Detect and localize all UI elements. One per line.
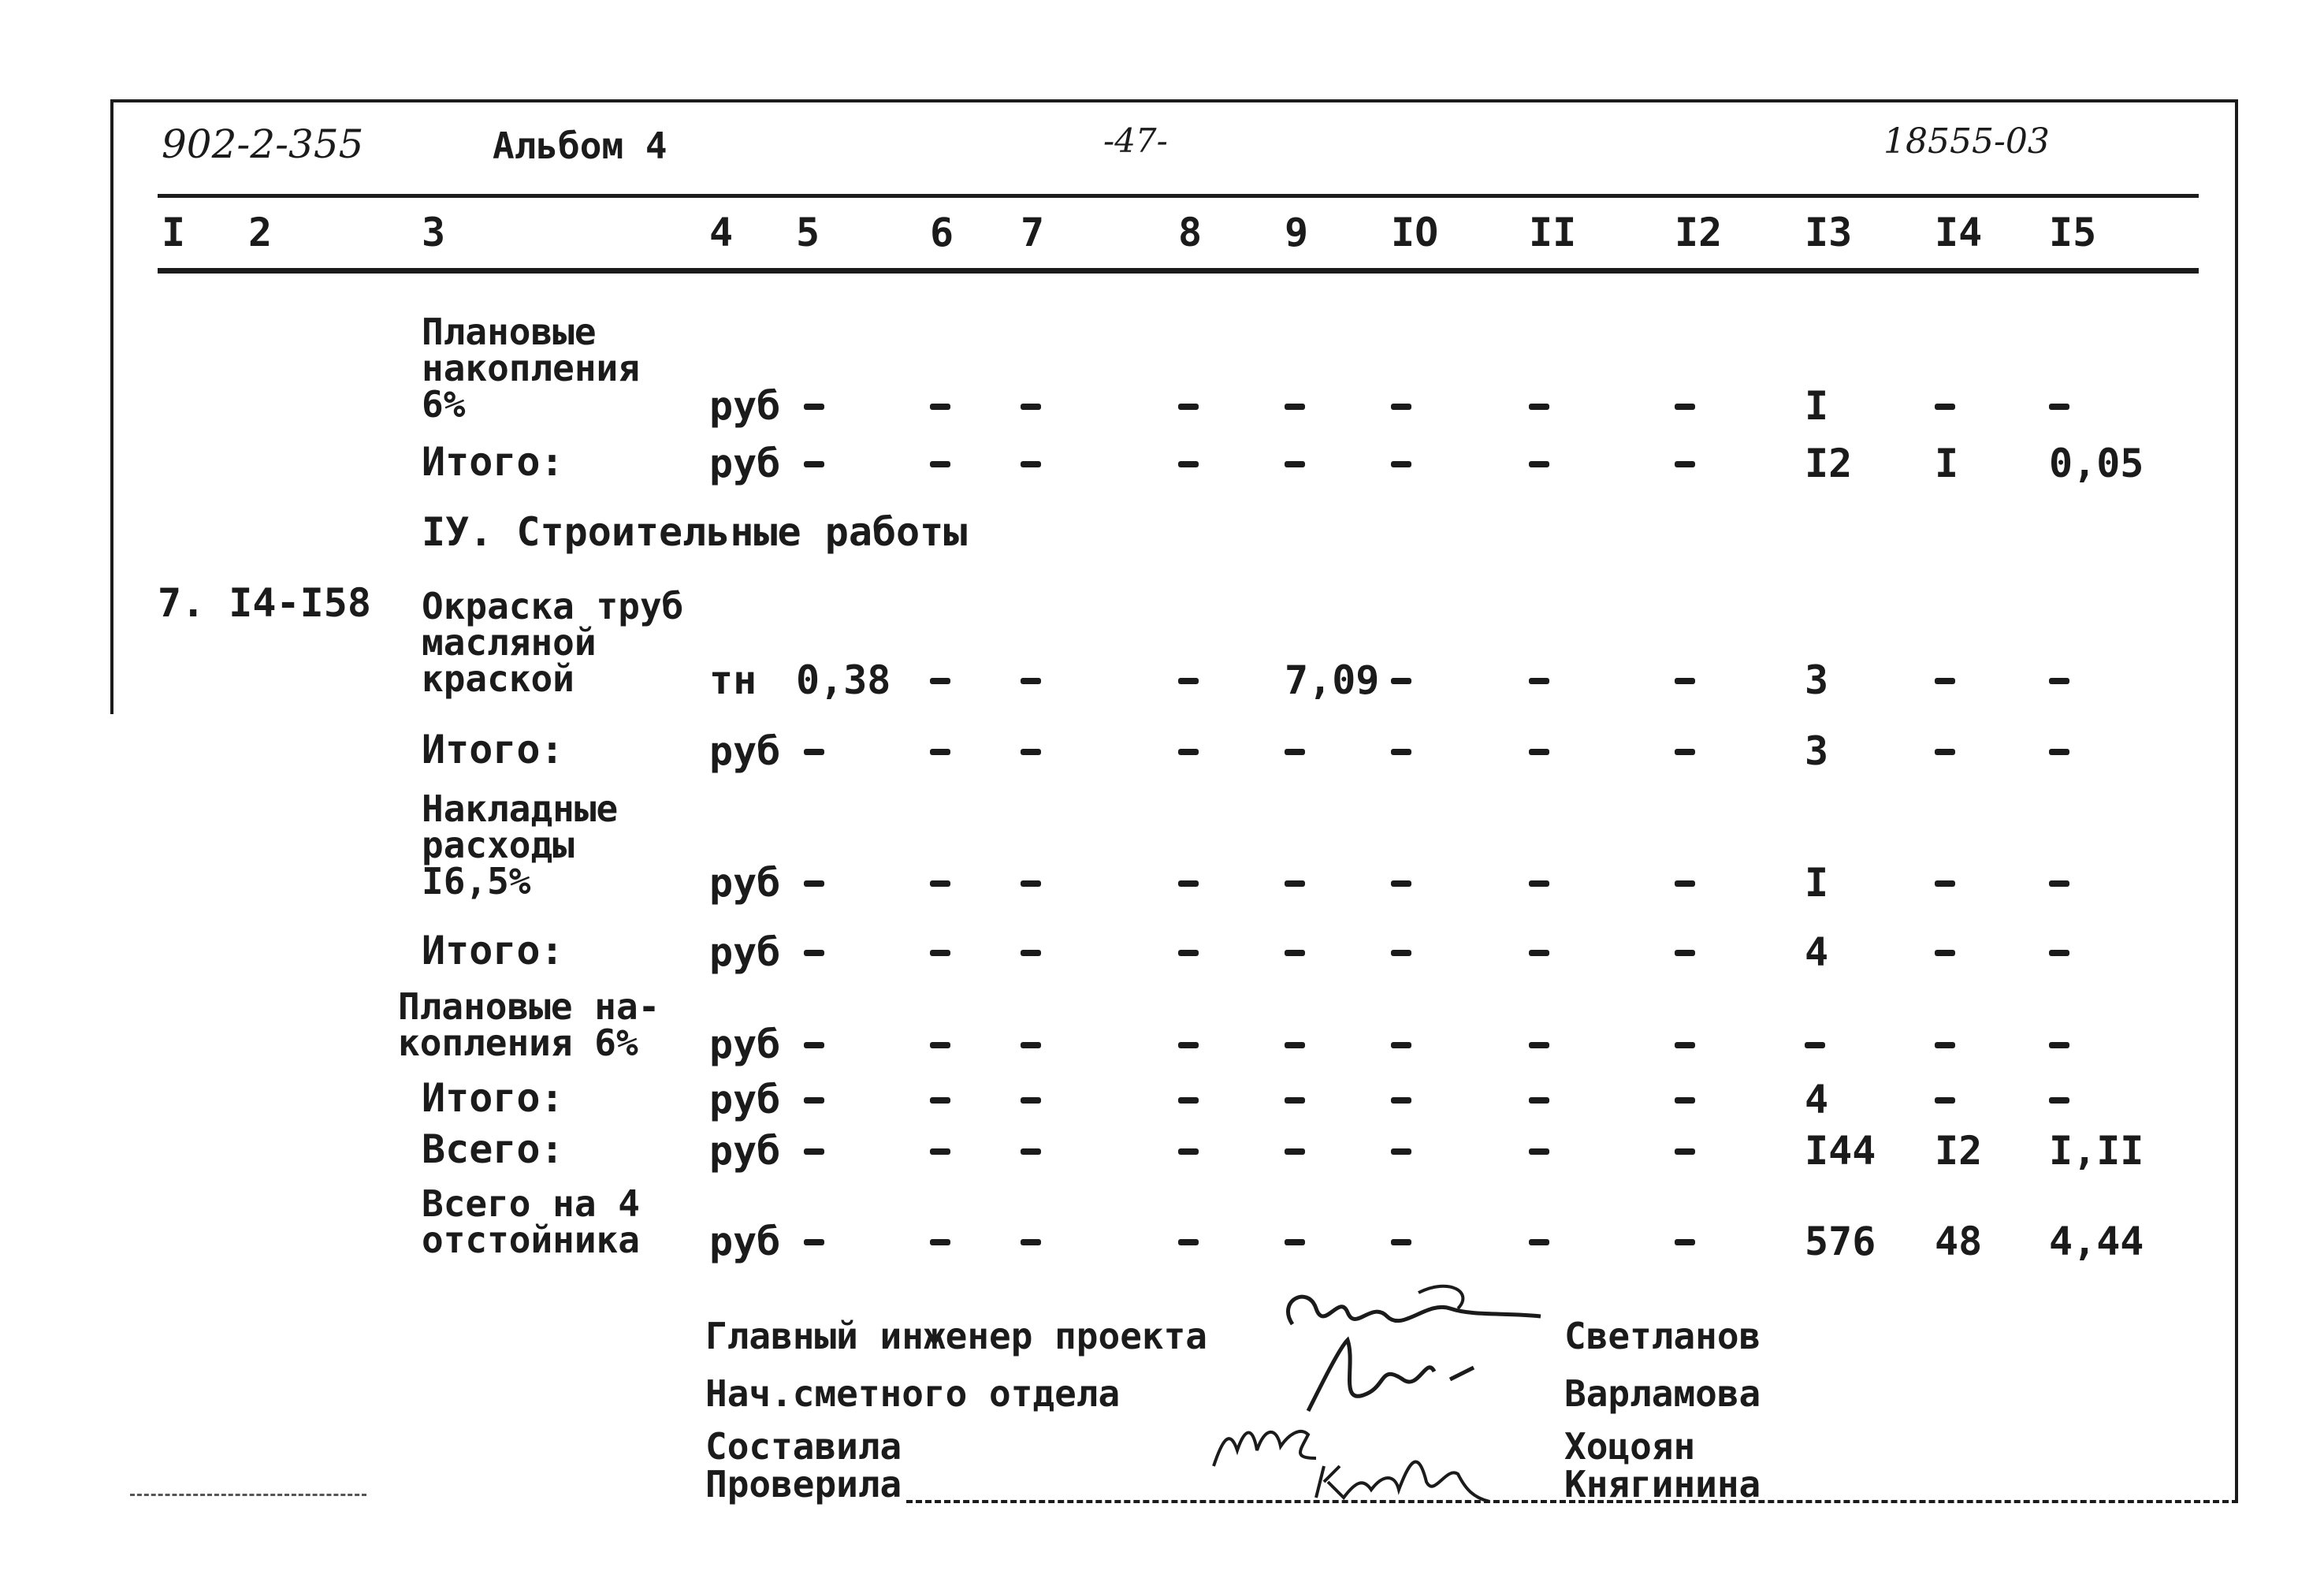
row-value-col-6 <box>930 661 954 700</box>
dash-mark <box>804 950 824 956</box>
row-value-col-8 <box>1178 1131 1202 1171</box>
row-name <box>422 439 564 485</box>
column-number-11: II <box>1529 210 1577 255</box>
dash-mark <box>1391 678 1411 684</box>
row-value-col-7 <box>1021 1025 1044 1064</box>
row-value-col-10 <box>1391 444 1415 483</box>
row-value-col-9 <box>1285 863 1308 903</box>
dash-mark <box>804 749 824 755</box>
row-value-col-14 <box>1935 932 1958 972</box>
dash-mark <box>1178 404 1199 410</box>
dash-mark <box>930 1148 950 1155</box>
dash-mark <box>1675 749 1695 755</box>
column-number-6: 6 <box>930 210 954 255</box>
row-value-col-12 <box>1675 1131 1698 1171</box>
dash-mark <box>1675 1042 1695 1048</box>
row-unit: руб <box>709 1022 781 1067</box>
row-value-col-9 <box>1285 1222 1308 1261</box>
dash-mark <box>1529 1042 1549 1048</box>
dash-mark <box>1178 880 1199 887</box>
dash-mark <box>1529 1239 1549 1245</box>
dash-mark <box>1391 1239 1411 1245</box>
dash-mark <box>1391 749 1411 755</box>
row-name-line: 6% <box>422 383 466 426</box>
dash-mark <box>1021 1042 1041 1048</box>
row-unit: руб <box>709 929 781 975</box>
dash-mark <box>1285 749 1305 755</box>
row-name-line: Итого: <box>422 928 564 973</box>
row-name-line: Всего: <box>422 1126 564 1172</box>
row-value-col-7 <box>1021 932 1044 972</box>
column-number-1: I <box>162 210 186 255</box>
row-name <box>398 985 660 1064</box>
dash-mark <box>1021 404 1041 410</box>
dash-mark <box>1935 1042 1955 1048</box>
row-value-col-8 <box>1178 1080 1202 1119</box>
dash-mark <box>1391 1042 1411 1048</box>
row-value-col-14: 48 <box>1935 1219 1983 1264</box>
row-value-col-8 <box>1178 444 1202 483</box>
row-name <box>422 585 684 700</box>
row-value-col-7 <box>1021 386 1044 426</box>
dash-mark <box>1529 950 1549 956</box>
row-value-col-6 <box>930 1025 954 1064</box>
dash-mark <box>804 880 824 887</box>
dash-mark <box>1675 678 1695 684</box>
signature-name: Варламова <box>1564 1372 1761 1415</box>
row-value-col-13: 3 <box>1805 728 1829 774</box>
row-value-col-12 <box>1675 1222 1698 1261</box>
signature-role: Главный инженер проекта <box>705 1315 1207 1357</box>
row-value-col-9 <box>1285 1080 1308 1119</box>
dash-mark <box>2049 678 2069 684</box>
row-value-col-13: I44 <box>1805 1128 1876 1174</box>
row-value-col-15 <box>2049 863 2073 903</box>
row-value-col-15 <box>2049 661 2073 700</box>
dash-mark <box>1285 1239 1305 1245</box>
dash-mark <box>804 1097 824 1104</box>
row-name <box>422 1126 564 1172</box>
frame-top-line <box>110 99 2238 102</box>
column-number-13: I3 <box>1805 210 1853 255</box>
dash-mark <box>1391 950 1411 956</box>
row-value-col-11 <box>1529 661 1552 700</box>
dash-mark <box>1935 678 1955 684</box>
row-value-col-14: I2 <box>1935 1128 1983 1174</box>
dash-mark <box>1675 1148 1695 1155</box>
row-value-col-5 <box>796 444 820 483</box>
row-value-col-13: 4 <box>1805 1077 1829 1122</box>
row-value-col-5: 0,38 <box>796 657 891 703</box>
row-value-col-6 <box>930 1131 954 1171</box>
dash-mark <box>930 1239 950 1245</box>
dash-mark <box>1675 404 1695 410</box>
dash-mark <box>1021 1097 1041 1104</box>
dash-mark <box>2049 749 2069 755</box>
row-value-col-12 <box>1675 444 1698 483</box>
row-value-col-13: I <box>1805 383 1829 429</box>
row-name <box>422 928 564 973</box>
dash-mark <box>1285 1042 1305 1048</box>
row-value-col-6 <box>930 1222 954 1261</box>
frame-left-line <box>110 99 113 714</box>
dash-mark <box>2049 404 2069 410</box>
dash-mark <box>1178 950 1199 956</box>
row-name-line: Итого: <box>422 439 564 485</box>
dash-mark <box>2049 950 2069 956</box>
row-value-col-8 <box>1178 731 1202 771</box>
dash-mark <box>1675 1097 1695 1104</box>
row-name-line: Итого: <box>422 1075 564 1121</box>
column-number-7: 7 <box>1021 210 1045 255</box>
row-value-col-12 <box>1675 731 1698 771</box>
row-value-col-6 <box>930 863 954 903</box>
row-value-col-5 <box>796 386 820 426</box>
row-value-col-12 <box>1675 1080 1698 1119</box>
column-number-12: I2 <box>1675 210 1723 255</box>
row-value-col-5 <box>796 1222 820 1261</box>
dash-mark <box>1391 461 1411 467</box>
row-unit: руб <box>709 1128 781 1174</box>
row-value-col-9 <box>1285 386 1308 426</box>
row-name-line: Плановые на- <box>398 985 660 1028</box>
row-value-col-10 <box>1391 1025 1415 1064</box>
row-value-col-10 <box>1391 863 1415 903</box>
dash-mark <box>804 1239 824 1245</box>
row-value-col-15: 0,05 <box>2049 441 2144 486</box>
dash-mark <box>2049 880 2069 887</box>
header-page-number: -47- <box>1103 121 1168 160</box>
row-value-col-7 <box>1021 1080 1044 1119</box>
row-value-col-10 <box>1391 731 1415 771</box>
dash-mark <box>1935 749 1955 755</box>
row-unit: руб <box>709 728 781 774</box>
row-name <box>422 787 619 903</box>
row-value-col-7 <box>1021 731 1044 771</box>
signature-name: Светланов <box>1564 1315 1761 1357</box>
row-value-col-12 <box>1675 932 1698 972</box>
dash-mark <box>1675 880 1695 887</box>
dash-mark <box>1021 1148 1041 1155</box>
section-title: IУ. Строительные работы <box>422 509 968 555</box>
row-value-col-8 <box>1178 932 1202 972</box>
row-value-col-10 <box>1391 1131 1415 1171</box>
row-value-col-15 <box>2049 1025 2073 1064</box>
signature-name: Княгинина <box>1564 1463 1761 1506</box>
header-album: Альбом 4 <box>493 125 667 167</box>
row-name <box>422 1075 564 1121</box>
row-name-line: Накладные <box>422 787 619 830</box>
row-unit: руб <box>709 1077 781 1122</box>
row-value-col-5 <box>796 863 820 903</box>
dash-mark <box>930 1097 950 1104</box>
row-value-col-9 <box>1285 1131 1308 1171</box>
dash-mark <box>2049 1042 2069 1048</box>
column-number-15: I5 <box>2049 210 2097 255</box>
row-value-col-13: I <box>1805 860 1829 906</box>
dash-mark <box>1529 461 1549 467</box>
signature-checker <box>1308 1435 1513 1513</box>
row-value-col-15 <box>2049 932 2073 972</box>
row-unit: руб <box>709 441 781 486</box>
dash-mark <box>1529 404 1549 410</box>
row-name-line: масляной <box>422 621 597 664</box>
dash-mark <box>1021 880 1041 887</box>
row-value-col-15: I,II <box>2049 1128 2144 1174</box>
dash-mark <box>1178 678 1199 684</box>
column-number-3: 3 <box>422 210 446 255</box>
row-name-line: копления 6% <box>398 1022 638 1064</box>
dash-mark <box>1021 678 1041 684</box>
row-value-col-8 <box>1178 1222 1202 1261</box>
row-value-col-10 <box>1391 1080 1415 1119</box>
dash-mark <box>1021 749 1041 755</box>
row-value-col-12 <box>1675 863 1698 903</box>
row-value-col-11 <box>1529 1080 1552 1119</box>
row-value-col-11 <box>1529 932 1552 972</box>
dash-mark <box>1935 404 1955 410</box>
dash-mark <box>1178 461 1199 467</box>
dash-mark <box>1285 1148 1305 1155</box>
dash-mark <box>1529 678 1549 684</box>
row-value-col-5 <box>796 1025 820 1064</box>
dash-mark <box>1391 1148 1411 1155</box>
dash-mark <box>1285 461 1305 467</box>
row-value-col-15: 4,44 <box>2049 1219 2144 1264</box>
row-value-col-11 <box>1529 1025 1552 1064</box>
dash-mark <box>1529 880 1549 887</box>
dash-mark <box>930 678 950 684</box>
row-name-line: Окраска труб <box>422 585 684 627</box>
row-name-line: Итого: <box>422 727 564 772</box>
row-name <box>422 727 564 772</box>
row-unit: руб <box>709 860 781 906</box>
dash-mark <box>1178 1042 1199 1048</box>
row-name-line: расходы <box>422 824 574 866</box>
row-value-col-7 <box>1021 661 1044 700</box>
column-number-10: IO <box>1391 210 1439 255</box>
dash-mark <box>1021 461 1041 467</box>
row-value-col-9 <box>1285 731 1308 771</box>
dash-mark <box>1178 749 1199 755</box>
row-value-col-15 <box>2049 731 2073 771</box>
dash-mark <box>1178 1239 1199 1245</box>
dash-mark <box>1285 404 1305 410</box>
row-value-col-11 <box>1529 1222 1552 1261</box>
row-value-col-8 <box>1178 661 1202 700</box>
bottom-baseline <box>906 1500 2238 1503</box>
header-doc-number: 18555-03 <box>1883 121 2050 162</box>
row-value-col-10 <box>1391 932 1415 972</box>
dash-mark <box>804 404 824 410</box>
row-value-col-13: I2 <box>1805 441 1853 486</box>
bottom-left-dashes <box>130 1494 366 1496</box>
row-value-col-11 <box>1529 731 1552 771</box>
row-name-line: краской <box>422 657 574 700</box>
dash-mark <box>1391 404 1411 410</box>
dash-mark <box>1529 1148 1549 1155</box>
row-value-col-7 <box>1021 863 1044 903</box>
dash-mark <box>2049 1097 2069 1104</box>
row-value-col-7 <box>1021 1131 1044 1171</box>
dash-mark <box>1285 880 1305 887</box>
row-value-col-11 <box>1529 386 1552 426</box>
row-name-line: Всего на 4 <box>422 1182 640 1225</box>
row-value-col-5 <box>796 731 820 771</box>
row-value-col-9: 7,09 <box>1285 657 1380 703</box>
dash-mark <box>1675 461 1695 467</box>
row-value-col-8 <box>1178 863 1202 903</box>
row-value-col-13 <box>1805 1025 1828 1064</box>
dash-mark <box>804 1042 824 1048</box>
row-name <box>422 311 640 426</box>
dash-mark <box>930 404 950 410</box>
row-name-line: накопления <box>422 347 640 389</box>
row-value-col-14 <box>1935 1025 1958 1064</box>
dash-mark <box>1675 1239 1695 1245</box>
dash-mark <box>804 461 824 467</box>
row-value-col-9 <box>1285 444 1308 483</box>
row-unit: тн <box>709 657 757 703</box>
row-name <box>422 1182 640 1261</box>
row-name-line: I6,5% <box>422 860 531 903</box>
dash-mark <box>1178 1148 1199 1155</box>
row-value-col-14 <box>1935 863 1958 903</box>
dash-mark <box>930 1042 950 1048</box>
row-value-col-13: 3 <box>1805 657 1829 703</box>
dash-mark <box>930 749 950 755</box>
row-name-line: отстойника <box>422 1219 640 1261</box>
row-value-col-5 <box>796 932 820 972</box>
dash-mark <box>930 950 950 956</box>
row-value-col-5 <box>796 1080 820 1119</box>
signature-name: Хоцоян <box>1564 1425 1696 1468</box>
row-value-col-7 <box>1021 444 1044 483</box>
row-item-number: 7. I4-I58 <box>158 580 371 626</box>
dash-mark <box>1178 1097 1199 1104</box>
row-value-col-14: I <box>1935 441 1959 486</box>
row-value-col-6 <box>930 932 954 972</box>
dash-mark <box>1675 950 1695 956</box>
row-value-col-8 <box>1178 1025 1202 1064</box>
row-unit: руб <box>709 383 781 429</box>
row-value-col-12 <box>1675 1025 1698 1064</box>
column-number-8: 8 <box>1178 210 1203 255</box>
dash-mark <box>1391 880 1411 887</box>
dash-mark <box>1285 1097 1305 1104</box>
row-value-col-14 <box>1935 386 1958 426</box>
signature-role: Нач.сметного отдела <box>705 1372 1121 1415</box>
signature-role: Проверила <box>705 1463 902 1506</box>
column-number-4: 4 <box>709 210 734 255</box>
dash-mark <box>1935 950 1955 956</box>
dash-mark <box>804 1148 824 1155</box>
column-header-divider-line <box>158 268 2199 274</box>
row-value-col-5 <box>796 1131 820 1171</box>
column-number-9: 9 <box>1285 210 1309 255</box>
row-value-col-15 <box>2049 1080 2073 1119</box>
column-number-5: 5 <box>796 210 820 255</box>
row-value-col-6 <box>930 731 954 771</box>
column-number-14: I4 <box>1935 210 1983 255</box>
dash-mark <box>1285 950 1305 956</box>
row-value-col-6 <box>930 444 954 483</box>
row-value-col-15 <box>2049 386 2073 426</box>
row-value-col-9 <box>1285 1025 1308 1064</box>
dash-mark <box>930 880 950 887</box>
row-value-col-11 <box>1529 863 1552 903</box>
dash-mark <box>1021 950 1041 956</box>
row-value-col-14 <box>1935 731 1958 771</box>
dash-mark <box>1805 1042 1825 1048</box>
row-value-col-14 <box>1935 661 1958 700</box>
dash-mark <box>1935 1097 1955 1104</box>
dash-mark <box>1529 749 1549 755</box>
row-value-col-11 <box>1529 1131 1552 1171</box>
row-name-line: Плановые <box>422 311 597 353</box>
row-value-col-9 <box>1285 932 1308 972</box>
dash-mark <box>1529 1097 1549 1104</box>
dash-mark <box>1391 1097 1411 1104</box>
row-value-col-10 <box>1391 386 1415 426</box>
frame-right-line <box>2235 99 2238 1502</box>
signature-role: Составила <box>705 1425 902 1468</box>
row-value-col-7 <box>1021 1222 1044 1261</box>
row-value-col-6 <box>930 1080 954 1119</box>
dash-mark <box>1021 1239 1041 1245</box>
row-value-col-14 <box>1935 1080 1958 1119</box>
dash-mark <box>930 461 950 467</box>
row-value-col-10 <box>1391 661 1415 700</box>
dash-mark <box>1935 880 1955 887</box>
header-code: 902-2-355 <box>162 121 364 167</box>
row-value-col-8 <box>1178 386 1202 426</box>
row-value-col-10 <box>1391 1222 1415 1261</box>
row-value-col-12 <box>1675 386 1698 426</box>
row-value-col-6 <box>930 386 954 426</box>
row-unit: руб <box>709 1219 781 1264</box>
header-divider-line <box>158 194 2199 198</box>
row-value-col-11 <box>1529 444 1552 483</box>
column-number-2: 2 <box>248 210 273 255</box>
row-value-col-13: 576 <box>1805 1219 1876 1264</box>
row-value-col-12 <box>1675 661 1698 700</box>
row-value-col-13: 4 <box>1805 929 1829 975</box>
